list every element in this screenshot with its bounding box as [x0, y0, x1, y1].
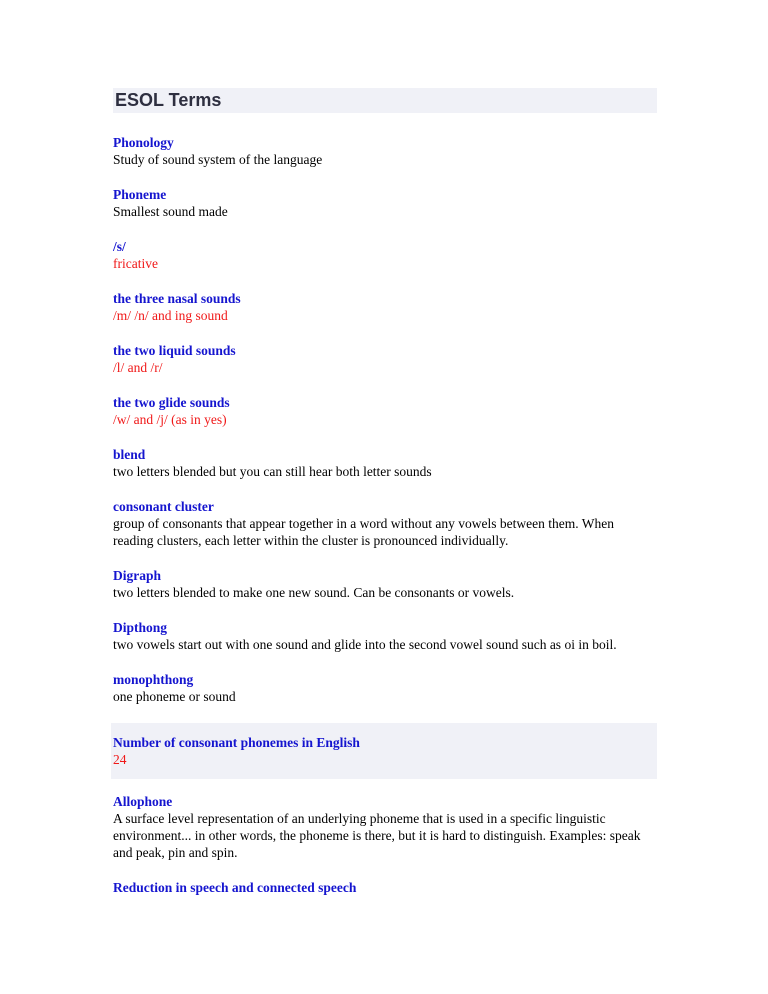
- term-entry: [113, 134, 657, 168]
- term-label: Phonology: [113, 135, 174, 150]
- term-entry: [113, 671, 657, 705]
- term-entry: [113, 186, 657, 220]
- term-label: Number of consonant phonemes in English: [113, 735, 360, 750]
- term-label: the two glide sounds: [113, 395, 230, 410]
- term-entry: [113, 619, 657, 653]
- term-entry: [113, 290, 657, 324]
- term-definition: /w/ and /j/ (as in yes): [113, 412, 227, 427]
- term-label: the three nasal sounds: [113, 291, 241, 306]
- term-definition: /l/ and /r/: [113, 360, 163, 375]
- page-title: ESOL Terms: [113, 88, 657, 113]
- term-definition: Study of sound system of the language: [113, 152, 323, 167]
- term-label: monophthong: [113, 672, 194, 687]
- term-entry: [111, 723, 657, 779]
- term-definition: two vowels start out with one sound and glide into the second vowel sound such as oi in boil.: [113, 637, 617, 652]
- term-entry: [113, 567, 657, 601]
- term-definition: group of consonants that appear together in a word without any vowels between them. When reading clusters, each letter within the cluster is pronounced individually.: [113, 516, 618, 548]
- term-label: Dipthong: [113, 620, 168, 635]
- term-entry: [113, 394, 657, 428]
- term-entry: [113, 793, 657, 861]
- term-label: consonant cluster: [113, 499, 214, 514]
- term-label: /s/: [113, 239, 126, 254]
- term-entry: [113, 238, 657, 272]
- terms-list: [113, 134, 657, 896]
- term-definition: fricative: [113, 256, 158, 271]
- term-entry: [113, 342, 657, 376]
- term-label: Allophone: [113, 794, 173, 809]
- term-definition: two letters blended to make one new sound. Can be consonants or vowels.: [113, 585, 515, 600]
- term-definition: Smallest sound made: [113, 204, 228, 219]
- term-label: Reduction in speech and connected speech: [113, 880, 357, 895]
- term-label: blend: [113, 447, 146, 462]
- term-label: Phoneme: [113, 187, 167, 202]
- term-definition: two letters blended but you can still hear both letter sounds: [113, 464, 432, 479]
- term-label: Digraph: [113, 568, 162, 583]
- term-definition: /m/ /n/ and ing sound: [113, 308, 228, 323]
- term-entry: [113, 879, 657, 896]
- term-definition: A surface level representation of an underlying phoneme that is used in a specific linguistic environment... in other words, the phoneme is there, but it is hard to distinguish. Examples: speak and peak, pin and spin.: [113, 811, 644, 860]
- term-definition: one phoneme or sound: [113, 689, 236, 704]
- term-definition: 24: [113, 752, 127, 767]
- term-entry: [113, 446, 657, 480]
- term-label: the two liquid sounds: [113, 343, 236, 358]
- term-entry: [113, 498, 657, 549]
